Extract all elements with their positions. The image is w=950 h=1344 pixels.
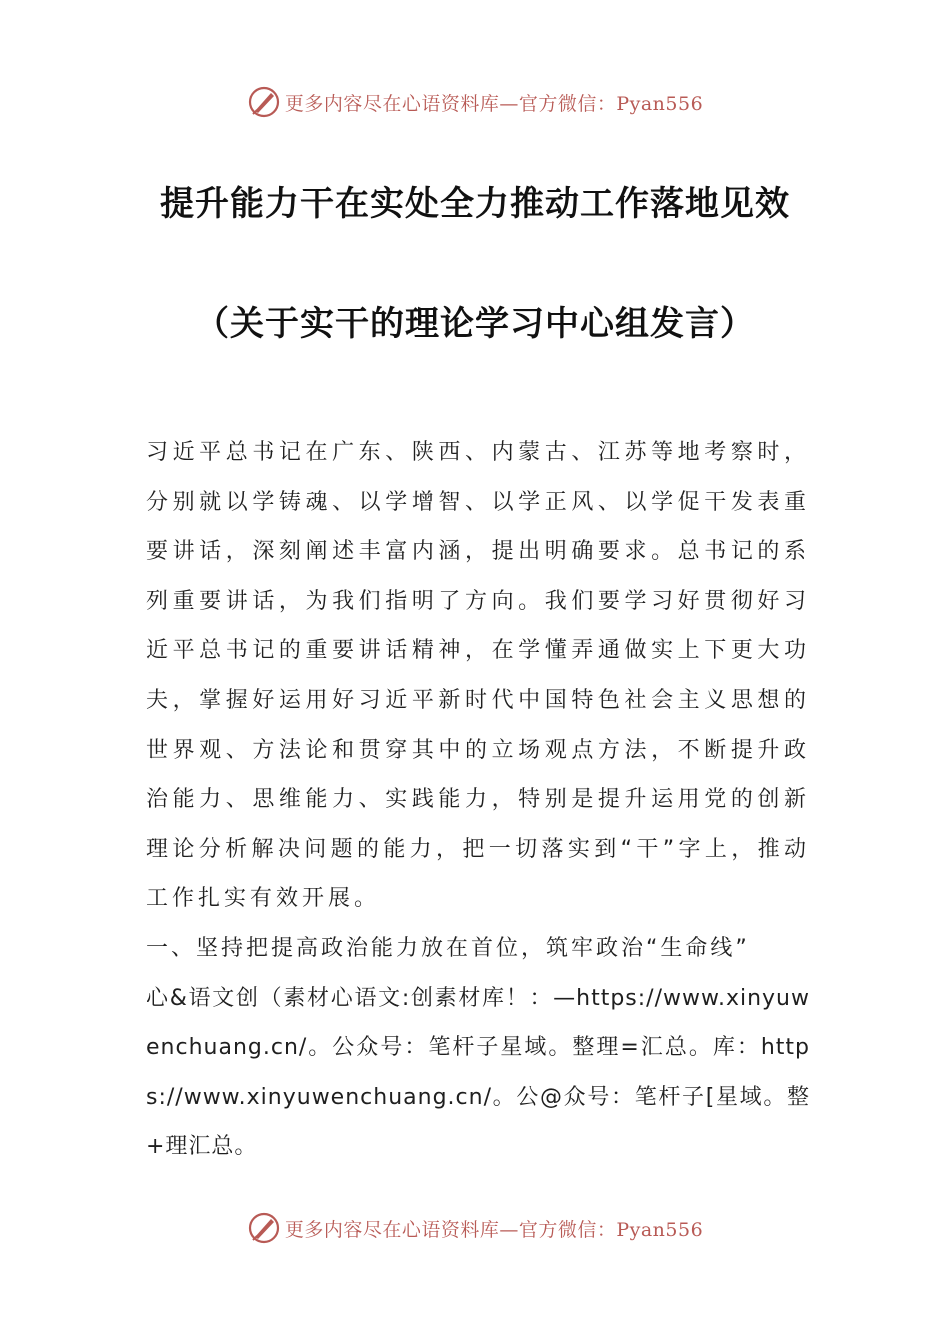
page-subtitle: （关于实干的理论学习中心组发言） [195, 304, 755, 344]
watermark-text: 更多内容尽在心语资料库—官方微信：Pyan556 [284, 92, 704, 115]
section-heading: 一、坚持把提高政治能力放在首位，筑牢政治“生命线” [146, 935, 750, 961]
watermark-text: 更多内容尽在心语资料库—官方微信：Pyan556 [284, 1218, 704, 1241]
quill-logo-icon [247, 85, 281, 119]
quill-logo-icon [247, 1211, 281, 1245]
watermark-banner-top [0, 82, 950, 122]
page-title: 提升能力干在实处全力推动工作落地见效 [160, 184, 790, 224]
watermark-banner-bottom [0, 1208, 950, 1248]
document-body [146, 428, 810, 1172]
paragraph: 习近平总书记在广东、陕西、内蒙古、江苏等地考察时，分别就以学铸魂、以学增智、以学正风、以学促干发表重要讲话，深刻阐述丰富内涵，提出明确要求。总书记的系列重要讲话，为我们指明了方向。我们要学习好贯彻好习近平总书记的重要讲话精神，在学懂弄通做实上下更大功夫，掌握好运用好习近平新时代中国特色社会主义思想的世界观、方法论和贯穿其中的立场观点方法，不断提升政治能力、思维能力、实践能力，特别是提升运用党的创新理论分析解决问题的能力，把一切落实到“干”字上，推动工作扎实有效开展。 [146, 440, 810, 912]
inserted-promo-text: 心&语文创（素材心语文:创素材库！：—https://www.xinyuwenchuang.cn/。公众号：笔杆子星域。整理=汇总。库：https://www.xinyuwenchuang.cn/。公@众号：笔杆子[星域。整+理汇总。 [146, 985, 810, 1160]
